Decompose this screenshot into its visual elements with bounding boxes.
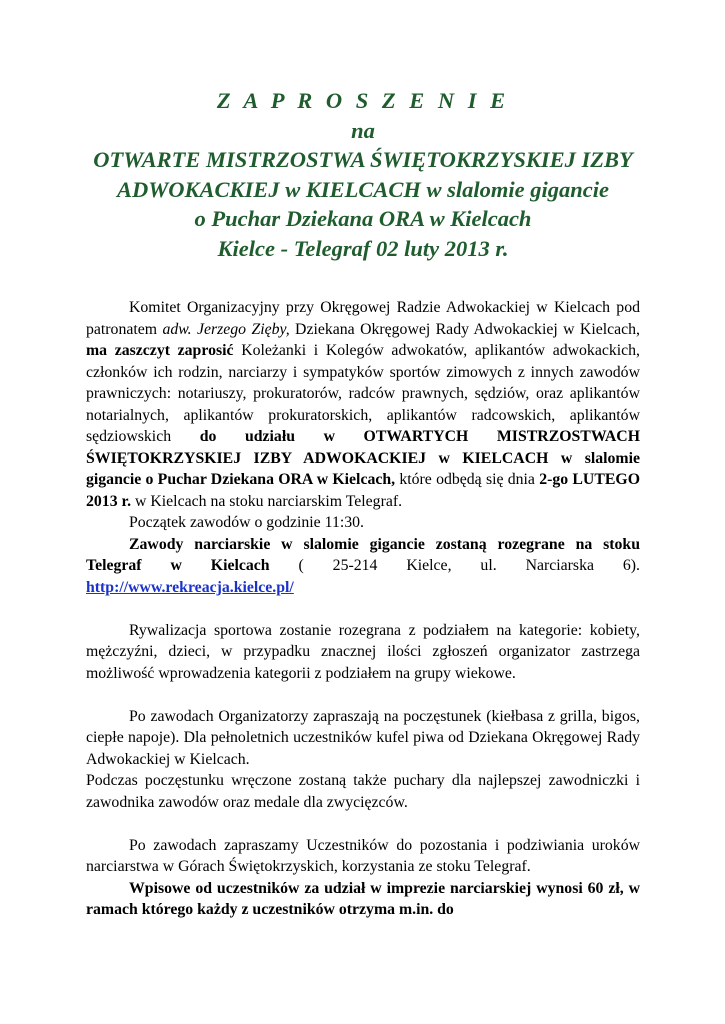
venue-address: ( 25-214 Kielce, ul. Narciarska 6). [269, 557, 641, 574]
paragraph-venue [86, 534, 640, 599]
invitation-title: Z A P R O S Z E N I E [216, 88, 510, 113]
venue-bold: Zawody narciarskie w slalomie gigancie zostaną rozegrane na stoku Telegraf w Kielcach [86, 535, 640, 574]
intro-text-1: Komitet Organizacyjny przy Okręgowej Radzie Adwokackiej w Kielcach pod patronatem [86, 299, 640, 338]
intro-text-2: Dziekana Okręgowej Rady Adwokackiej w Kielcach, [289, 320, 641, 338]
header-line-championship: OTWARTE MISTRZOSTWA ŚWIĘTOKRZYSKIEJ IZBY [93, 147, 633, 172]
header-line-cup: o Puchar Dziekana ORA w Kielcach [194, 206, 532, 231]
header-line-date: Kielce - Telegraf 02 luty 2013 r. [217, 235, 509, 261]
paragraph-stay: Po zawodach zapraszamy Uczestników do pozostania i podziwiania uroków narciarstwa w Górach Świętokrzyskich, korzystania ze stoku Telegraf. [86, 836, 640, 875]
invitation-body [86, 297, 640, 921]
paragraph-categories: Rywalizacja sportowa zostanie rozegrana z podziałem na kategorie: kobiety, mężczyźni, dzieci, w przypadku znacznej ilości zgłoszeń organizator zastrzega możliwość wprowadzenia kategorii z podziałem na grupy wiekowe. [86, 621, 640, 682]
invitation-header [86, 86, 640, 263]
event-name: do udziału w OTWARTYCH MISTRZOSTWACH ŚWIĘTOKRZYSKIEJ IZBY ADWOKACKIEJ w KIELCACH w slalomie gigancie o Puchar Dziekana ORA w Kielcach, [86, 428, 640, 488]
intro-text-3: Koleżanki i Kolegów adwokatów, aplikantów adwokackich, członków ich rodzin, narciarzy i sympatyków sportów zimowych z innych zawodów prawniczych: notariuszy, prokuratorów, radców prawnych, sędziów, oraz aplikantów notarialnych, aplikantów prokuratorskich, aplikantów radcowskich, aplikantów sędziowskich [86, 342, 640, 445]
intro-text-5: w Kielcach na stoku narciarskim Telegraf. [131, 492, 403, 510]
event-date: 2-go LUTEGO 2013 r. [86, 471, 640, 510]
venue-link[interactable]: http://www.rekreacja.kielce.pl/ [86, 578, 294, 596]
invitation-phrase: ma zaszczyt zaprosić [86, 342, 234, 359]
paragraph-fee [86, 878, 640, 921]
header-line-na: na [351, 117, 375, 143]
paragraph-intro [86, 297, 640, 512]
patron-name: adw. Jerzego Zięby, [162, 320, 290, 338]
paragraph-start-time: Początek zawodów o godzinie 11:30. [129, 514, 364, 531]
paragraph-trophies: Podczas poczęstunku wręczone zostaną także puchary dla najlepszej zawodniczki i zawodnika zawodów oraz medale dla zwycięzców. [86, 772, 640, 811]
fee-text: Wpisowe od uczestników za udział w imprezie narciarskiej wynosi 60 zł, w ramach którego każdy z uczestników otrzyma m.in. do [86, 879, 640, 918]
header-line-bar: ADWOKACKIEJ w KIELCACH w slalomie gigancie [117, 176, 609, 202]
intro-text-4: które odbędą się dnia [395, 471, 540, 488]
document-page [86, 86, 640, 921]
paragraph-reception: Po zawodach Organizatorzy zapraszają na poczęstunek (kiełbasa z grilla, bigos, ciepłe napoje). Dla pełnoletnich uczestników kufel piwa od Dziekana Okręgowej Rady Adwokackiej w Kielcach. [86, 707, 640, 768]
